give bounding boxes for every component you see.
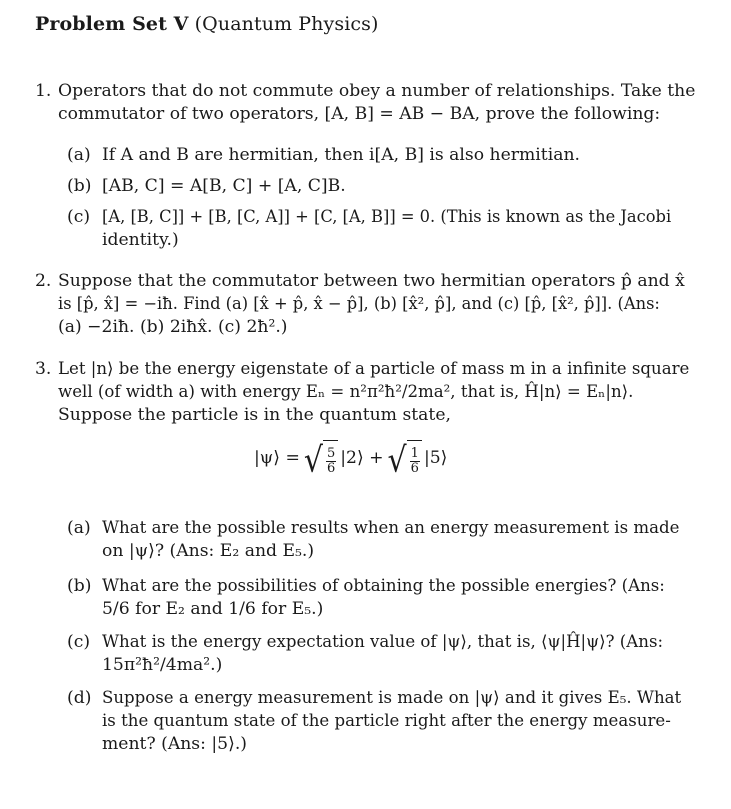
radical-sign-2: √ [387,440,407,481]
fraction-1-denominator: 6 [326,461,336,476]
problem-1b-label: (b) [67,176,92,196]
problem-3a-label: (a) [67,518,91,538]
problem-2-line-3: (a) −2iħ. (b) 2iħx̂. (c) 2ħ².) [58,317,288,337]
problem-3-number: 3. [35,359,52,379]
problem-3d-label: (d) [67,688,92,708]
problem-2-line-1: Suppose that the commutator between two hermitian operators p̂ and x̂ [58,271,685,291]
fraction-5-6 [326,447,336,476]
problem-3-line-1: Let |n⟩ be the energy eigenstate of a particle of mass m in a infinite square [58,359,690,378]
problem-1a-label: (a) [67,145,91,165]
problem-3c-label: (c) [67,632,91,652]
problem-3-line-3: Suppose the particle is in the quantum state, [58,405,451,425]
problem-3a-line-2: on |ψ⟩? (Ans: E₂ and E₅.) [102,541,315,561]
fraction-2-denominator: 6 [410,461,419,476]
problem-3d-line-3: ment? (Ans: |5⟩.) [102,734,247,754]
problem-1c-label: (c) [67,207,91,227]
fraction-1-6 [410,447,420,476]
radical-sign-1: √ [303,440,323,481]
sqrt-term-2 [387,440,422,481]
problem-3b-line-1: What are the possibilities of obtaining the possible energies? (Ans: [102,576,665,595]
problem-3a-line-1: What are the possible results when an energy measurement is made [102,518,680,537]
problem-3d-line-1: Suppose a energy measurement is made on |ψ⟩ and it gives E₅. What [102,688,682,707]
problem-3c-line-2: 15π²ħ²/4ma².) [102,655,223,675]
problem-1c-line-2: identity.) [102,230,179,250]
fraction-2-numerator: 1 [410,446,419,461]
sqrt-term-1 [303,440,338,481]
problem-2-number: 2. [35,271,52,291]
problem-1-line-1: Operators that do not commute obey a number of relationships. Take the [58,81,696,101]
problem-1a-text: If A and B are hermitian, then i[A, B] is also hermitian. [102,145,580,165]
fraction-1-numerator: 5 [326,446,336,461]
title-subject: (Quantum Physics) [194,13,379,35]
problem-1-number: 1. [35,81,52,101]
problem-1b-text: [AB, C] = A[B, C] + [A, C]B. [102,176,346,196]
state-equation [254,436,447,480]
problem-1-line-2: commutator of two operators, [A, B] = AB − BA, prove the following: [58,104,661,124]
problem-3d-line-2: is the quantum state of the particle right after the energy measure- [102,711,671,730]
page-title [35,13,378,35]
problem-3-line-2: well (of width a) with energy Eₙ = n²π²ħ²/2ma², that is, Ĥ|n⟩ = Eₙ|n⟩. [58,382,634,401]
problem-3b-label: (b) [67,576,92,596]
problem-3b-line-2: 5/6 for E₂ and 1/6 for E₅.) [102,599,324,619]
ket-5-term: |5⟩ [423,448,448,468]
problem-1c-line-1: [A, [B, C]] + [B, [C, A]] + [C, [A, B]] = 0. (This is known as the Jacobi [102,207,672,226]
ket-2-term: |2⟩ + [340,448,384,468]
equation-lhs: |ψ⟩ = [254,448,300,468]
problem-2-line-2: is [p̂, x̂] = −iħ. Find (a) [x̂ + p̂, x̂ − p̂], (b) [x̂², p̂], and (c) [p̂, [x̂², p̂]]. (Ans: [58,294,660,313]
problem-3c-line-1: What is the energy expectation value of |ψ⟩, that is, ⟨ψ|Ĥ|ψ⟩? (Ans: [102,632,664,651]
title-bold: Problem Set V [35,13,189,35]
